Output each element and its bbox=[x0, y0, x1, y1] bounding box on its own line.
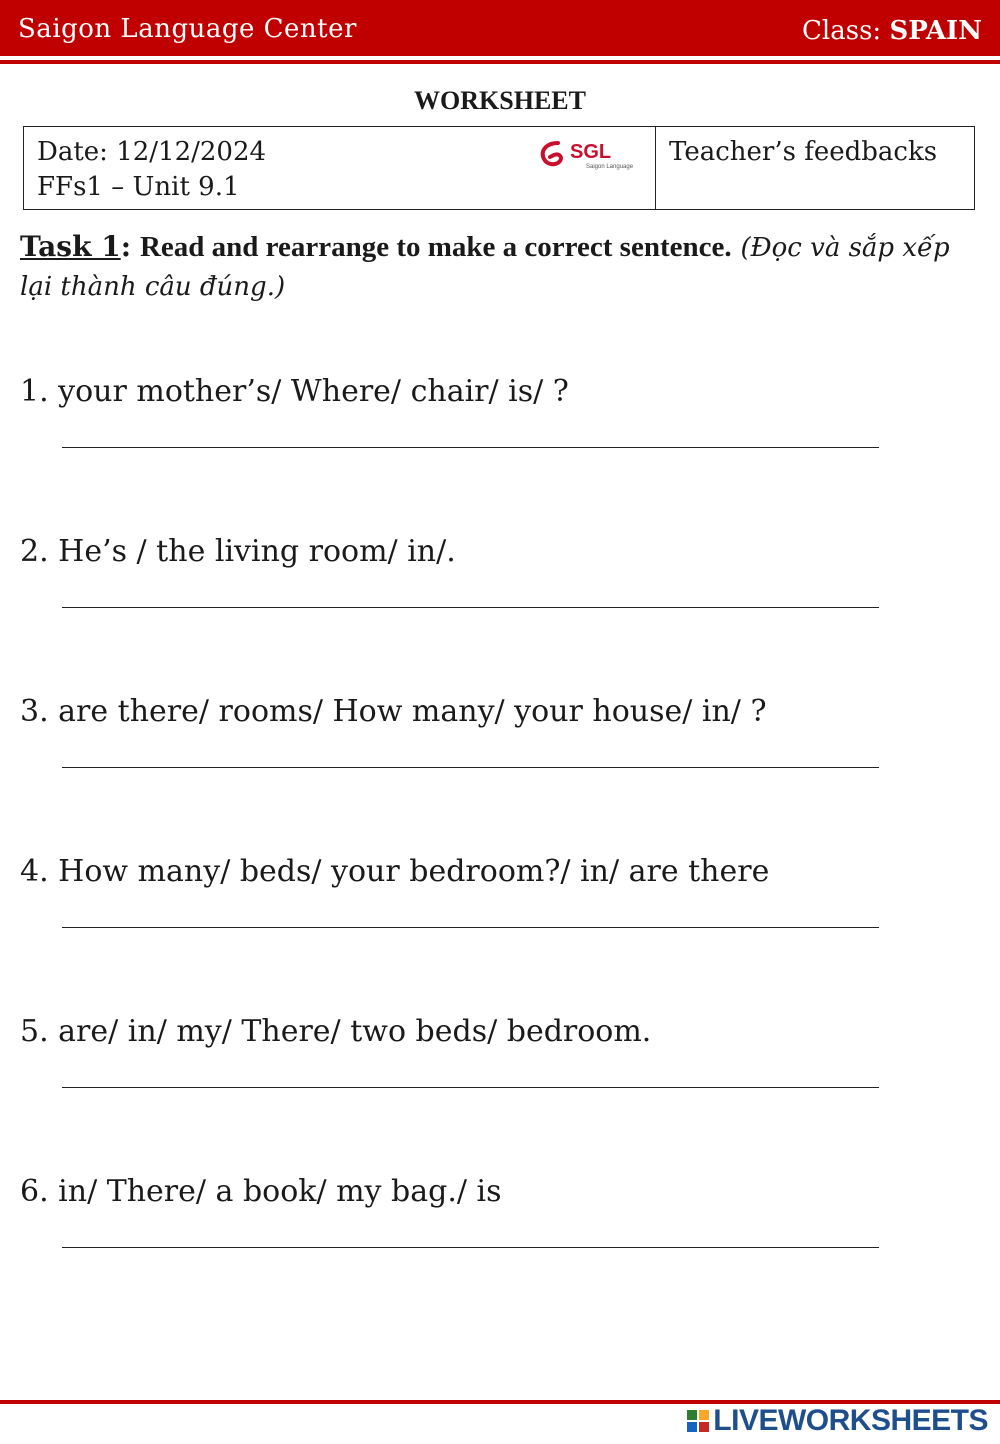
task-instruction: Read and rearrange to make a correct sentence. bbox=[139, 231, 732, 263]
liveworksheets-logo[interactable] bbox=[686, 1404, 988, 1438]
header-bar bbox=[0, 0, 1000, 56]
liveworksheets-icon bbox=[686, 1409, 710, 1433]
question-4: 4. How many/ beds/ your bedroom?/ in/ are there bbox=[20, 854, 770, 889]
answer-line-2[interactable] bbox=[62, 607, 879, 608]
date-text: Date: 12/12/2024 bbox=[37, 137, 267, 167]
task-heading bbox=[20, 228, 970, 306]
sgl-logo bbox=[538, 137, 638, 173]
task-colon: : bbox=[120, 230, 132, 263]
answer-line-6[interactable] bbox=[62, 1247, 879, 1248]
worksheet-title: WORKSHEET bbox=[414, 86, 586, 115]
answer-line-1[interactable] bbox=[62, 447, 879, 448]
question-1: 1. your mother’s/ Where/ chair/ is/ ? bbox=[20, 374, 569, 409]
answer-line-3[interactable] bbox=[62, 767, 879, 768]
question-6: 6. in/ There/ a book/ my bag./ is bbox=[20, 1174, 502, 1209]
task-label: Task 1 bbox=[20, 230, 121, 263]
liveworksheets-text: LIVEWORKSHEETS bbox=[713, 1404, 988, 1437]
answer-line-5[interactable] bbox=[62, 1087, 879, 1088]
question-5: 5. are/ in/ my/ There/ two beds/ bedroom. bbox=[20, 1014, 652, 1049]
info-left-cell bbox=[24, 127, 656, 209]
class-value: SPAIN bbox=[889, 16, 982, 46]
sgl-logo-text: SGL bbox=[570, 141, 612, 163]
unit-text: FFs1 – Unit 9.1 bbox=[37, 172, 240, 202]
sgl-logo-subtext: Saigon Language bbox=[586, 164, 634, 170]
question-3: 3. are there/ rooms/ How many/ your house/ in/ ? bbox=[20, 694, 767, 729]
class-label: Class: bbox=[802, 16, 882, 46]
question-2: 2. He’s / the living room/ in/. bbox=[20, 534, 456, 569]
class-info bbox=[802, 16, 982, 46]
header-divider bbox=[0, 60, 1000, 64]
center-name: Saigon Language Center bbox=[18, 14, 357, 44]
info-table bbox=[23, 126, 975, 210]
teacher-feedback-label: Teacher’s feedbacks bbox=[669, 137, 938, 167]
answer-line-4[interactable] bbox=[62, 927, 879, 928]
task-translation: (Đọc và sắp xếp lại thành câu đúng.) bbox=[20, 233, 950, 302]
